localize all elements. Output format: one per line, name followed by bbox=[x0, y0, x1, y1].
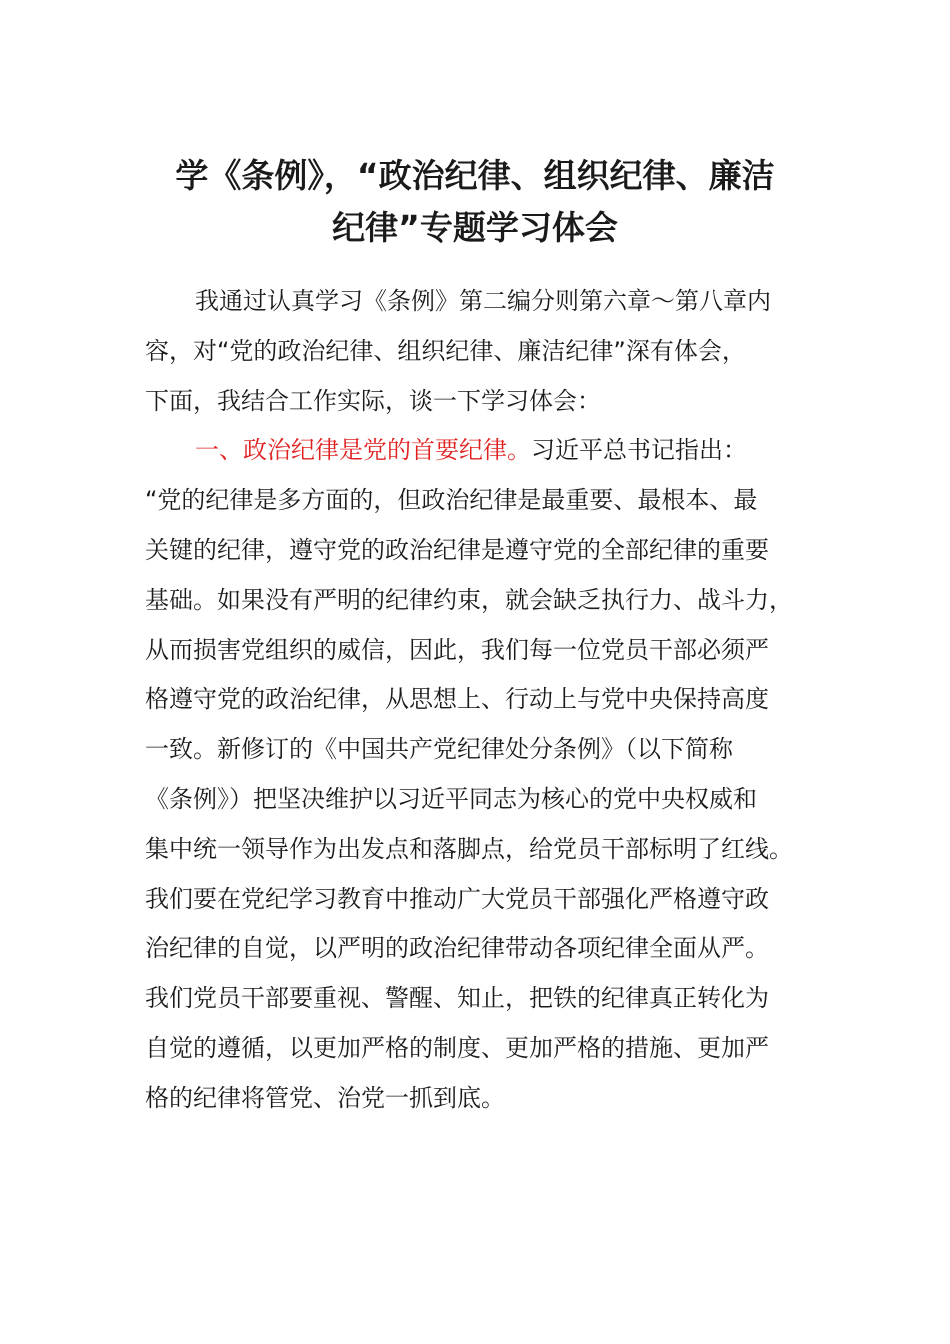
paragraph-intro bbox=[145, 277, 810, 426]
title-line-1: 学《条例》，“政治纪律、组织纪律、廉洁 bbox=[175, 156, 775, 195]
paragraph-line: 我们党员干部要重视、警醒、知止，把铁的纪律真正转化为 bbox=[145, 984, 769, 1013]
heading-line-rest: 习近平总书记指出： bbox=[531, 436, 747, 465]
paragraph-line: 一致。新修订的《中国共产党纪律处分条例》（以下简称 bbox=[145, 735, 733, 764]
paragraph-line: 基础。如果没有严明的纪律约束，就会缺乏执行力、战斗力， bbox=[145, 585, 793, 614]
paragraph-line: 我通过认真学习《条例》第二编分则第六章～第八章内 bbox=[195, 287, 771, 315]
document-body bbox=[145, 277, 810, 1124]
paragraph-line: 容，对“党的政治纪律、组织纪律、廉洁纪律”深有体会， bbox=[145, 336, 746, 365]
paragraph-line: 下面，我结合工作实际，谈一下学习体会： bbox=[145, 386, 601, 415]
paragraph-line: 集中统一领导作为出发点和落脚点，给党员干部标明了红线。 bbox=[145, 834, 793, 863]
paragraph-line: “党的纪律是多方面的，但政治纪律是最重要、最根本、最 bbox=[145, 486, 758, 515]
section-heading: 一、政治纪律是党的首要纪律。 bbox=[195, 436, 531, 465]
paragraph-line bbox=[145, 426, 810, 476]
paragraph-line: 从而损害党组织的威信，因此，我们每一位党员干部必须严 bbox=[145, 635, 769, 664]
title-line-2: 纪律”专题学习体会 bbox=[332, 208, 618, 247]
paragraph-line: 我们要在党纪学习教育中推动广大党员干部强化严格遵守政 bbox=[145, 884, 769, 913]
paragraph-line: 关键的纪律，遵守党的政治纪律是遵守党的全部纪律的重要 bbox=[145, 535, 769, 564]
paragraph-line: 自觉的遵循，以更加严格的制度、更加严格的措施、更加严 bbox=[145, 1033, 769, 1062]
paragraph-political-discipline bbox=[145, 426, 810, 1123]
paragraph-line: 《条例》）把坚决维护以习近平同志为核心的党中央权威和 bbox=[145, 784, 757, 813]
paragraph-line: 格的纪律将管党、治党一抓到底。 bbox=[145, 1083, 505, 1112]
paragraph-line: 格遵守党的政治纪律，从思想上、行动上与党中央保持高度 bbox=[145, 685, 769, 714]
paragraph-line: 治纪律的自觉，以严明的政治纪律带动各项纪律全面从严。 bbox=[145, 934, 769, 963]
document-title bbox=[110, 150, 840, 254]
